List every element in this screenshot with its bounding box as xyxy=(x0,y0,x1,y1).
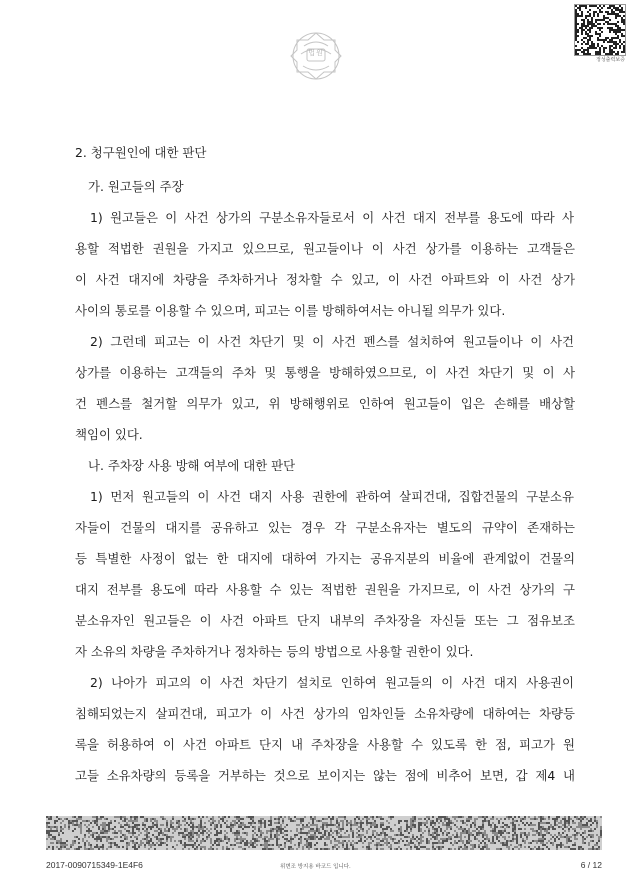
paragraph-line: 2) 그런데 피고는 이 사건 차단기 및 이 사건 펜스를 설치하여 원고들이나 이 사건 xyxy=(90,334,574,349)
paragraph-line: 책임이 있다. xyxy=(75,427,143,442)
subsection-heading: 나. 주차장 사용 방해 여부에 대한 판단 xyxy=(88,458,296,473)
paragraph-line: 자들이 건물의 대지를 공유하고 있는 경우 각 구분소유자는 별도의 규약이 존재하는 xyxy=(75,520,575,535)
qr-pattern-icon xyxy=(575,5,625,55)
paragraph-line: 사이의 통로를 이용할 수 있으며, 피고는 이를 방해하여서는 아니될 의무가 있다. xyxy=(75,303,506,318)
barcode-notice: 위변조 방지용 바코드 입니다. xyxy=(280,864,351,870)
paragraph-line: 고들 소유차량의 등록을 거부하는 것으로 보이지는 않는 점에 비추어 보면, 갑 제4 내 xyxy=(75,768,575,783)
paragraph-line: 자 소유의 차량을 주차하거나 정차하는 등의 방법으로 사용할 권한이 있다. xyxy=(75,644,474,659)
paragraph-line: 용할 적법한 권원을 가지고 있으므로, 원고들이나 이 사건 상가를 이용하는 고객들은 xyxy=(75,241,575,256)
paragraph-line: 건 펜스를 철거할 의무가 있고, 위 방해행위로 인하여 원고들이 입은 손해를 배상할 xyxy=(75,396,575,411)
qr-code xyxy=(574,4,626,56)
court-seal xyxy=(289,28,343,82)
paragraph-line: 상가를 이용하는 고객들의 주차 및 통행을 방해하였으므로, 이 사건 차단기 및 이 사 xyxy=(75,365,575,380)
section-heading: 2. 청구원인에 대한 판단 xyxy=(75,145,207,160)
subsection-heading: 가. 원고들의 주장 xyxy=(88,179,184,194)
page-number: 6 / 12 xyxy=(580,860,602,870)
paragraph-line: 등 특별한 사정이 없는 한 대지에 대하여 가지는 공유지분의 비율에 관계없이 건물의 xyxy=(75,551,575,566)
document-number: 2017-0090715349-1E4F6 xyxy=(46,860,143,870)
seal-text: 법원 xyxy=(308,49,324,57)
paragraph-line: 1) 먼저 원고들의 이 사건 대지 사용 권한에 관하여 살피건대, 집합건물의 구분소유 xyxy=(90,489,574,504)
paragraph-line: 1) 원고들은 이 사건 상가의 구분소유자들로서 이 사건 대지 전부를 용도에 따라 사 xyxy=(90,210,574,225)
anti-forgery-barcode xyxy=(46,816,602,850)
qr-caption: 정성출력보증 xyxy=(596,57,625,63)
paragraph-line: 대지 전부를 용도에 따라 사용할 수 있는 적법한 권원을 가지므로, 이 사건 상가의 구 xyxy=(75,582,575,597)
paragraph-line: 이 사건 대지에 차량을 주차하거나 정차할 수 있고, 이 사건 아파트와 이 사건 상가 xyxy=(75,272,575,287)
paragraph-line: 침해되었는지 살피건대, 피고가 이 사건 상가의 임차인들 소유차량에 대하여는 차량등 xyxy=(75,706,575,721)
paragraph-line: 2) 나아가 피고의 이 사건 차단기 설치로 인하여 원고들의 이 사건 대지 사용권이 xyxy=(90,675,574,690)
paragraph-line: 록을 허용하여 이 사건 아파트 단지 내 주차장을 사용할 수 있도록 한 점, 피고가 원 xyxy=(75,737,575,752)
paragraph-line: 분소유자인 원고들은 이 사건 아파트 단지 내부의 주차장을 자신들 또는 그 점유보조 xyxy=(75,613,575,628)
